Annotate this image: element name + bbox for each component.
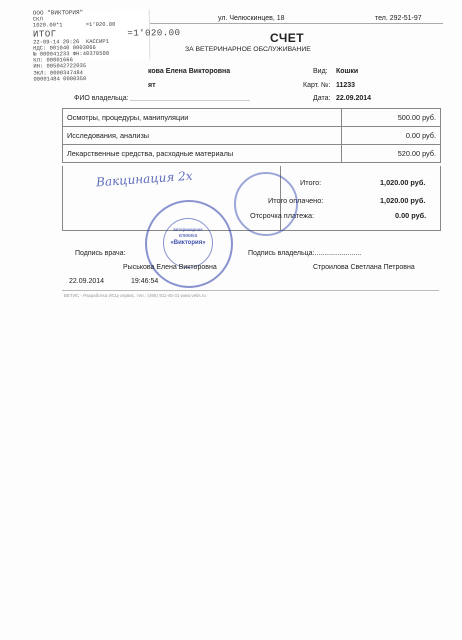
secondary-stamp <box>234 172 298 236</box>
date-label: Дата: <box>313 95 331 102</box>
table-row <box>63 109 441 127</box>
services-table <box>62 108 441 163</box>
service-name: Лекарственные средства, расходные материалы <box>63 145 342 163</box>
clinic-address: ул. Челюскинцев, 18 <box>218 15 285 22</box>
total-value: 1,020.00 руб. <box>380 178 426 187</box>
date-value: 22.09.2014 <box>336 95 372 102</box>
service-amount: 520.00 руб. <box>342 145 441 163</box>
header-divider <box>150 23 443 24</box>
owner-full-name: Строилова Светлана Петровна <box>313 264 415 271</box>
stamp-text-line2: клиника <box>178 233 198 239</box>
paid-label: Итого оплачено: <box>268 196 324 205</box>
doctor-full-name: Рыськова Елена Викторовна <box>123 264 217 271</box>
stamp-text-line3: «Виктория» <box>170 240 206 246</box>
service-name: Осмотры, процедуры, манипуляции <box>63 109 342 127</box>
signature-time: 19:46:54 <box>131 278 159 285</box>
pet-name-partial: ят <box>148 82 156 89</box>
receipt-line: ЭКЛ: 0000347484 <box>33 68 83 77</box>
receipt-line: ИН: 005042722035 <box>33 62 87 71</box>
receipt-line: ООО "ВИКТОРИЯ" <box>32 9 84 17</box>
owner-blank-line <box>130 100 250 101</box>
handwritten-note: Вакцинация 2х <box>95 168 193 190</box>
owner-label: ФИО владельца: <box>74 95 129 102</box>
doctor-signature-label: Подпись врача: <box>75 250 126 257</box>
species-label: Вид: <box>313 68 328 75</box>
invoice-title: СЧЕТ <box>270 31 305 45</box>
paid-value: 1,020.00 руб. <box>380 196 426 205</box>
software-footer: ВЕТИС - Разработка ИСЦ-сервис, тел.: (495) 911-45-31 www.vetis.ru <box>64 293 206 298</box>
service-amount: 0.00 руб. <box>342 127 441 145</box>
owner-signature-label: Подпись владельца:........................ <box>248 250 362 257</box>
cash-receipt <box>32 9 181 83</box>
invoice-subtitle: ЗА ВЕТЕРИНАРНОЕ ОБСЛУЖИВАНИЕ <box>185 46 311 53</box>
doctor-name-partial: кова Елена Викторовна <box>148 68 231 75</box>
receipt-total-line: ИТОГ =1'020.00 <box>32 27 181 40</box>
signature-date: 22.09.2014 <box>69 278 105 285</box>
receipt-line: № 000041233 ФН:40370508 <box>33 49 110 58</box>
receipt-line: СКЛ <box>32 15 43 23</box>
receipt-line: 22-09-14 20:26 КАССИР1 <box>33 37 110 46</box>
receipt-line: 00001484 0000350 <box>33 74 87 83</box>
card-label: Карт. №: <box>303 82 331 89</box>
deferred-value: 0.00 руб. <box>395 211 427 220</box>
receipt-line: КЛ: 00001666 <box>33 56 73 64</box>
species-value: Кошки <box>336 68 359 75</box>
card-value: 11233 <box>336 82 356 89</box>
table-row <box>63 145 441 163</box>
receipt-line: 1020.00*1 =1'020.00 <box>32 21 116 30</box>
service-name: Исследования, анализы <box>63 127 342 145</box>
receipt-line: НДС: 001040 0003066 <box>33 43 96 52</box>
deferred-label: Отсрочка платежа: <box>250 211 315 220</box>
table-row <box>63 127 441 145</box>
stamp-text-line1: ветеринарная <box>173 227 203 232</box>
clinic-phone: тел. 292-51-97 <box>375 15 422 22</box>
total-label: Итого: <box>300 178 322 187</box>
service-amount: 500.00 руб. <box>342 109 441 127</box>
footer-divider <box>62 290 439 291</box>
